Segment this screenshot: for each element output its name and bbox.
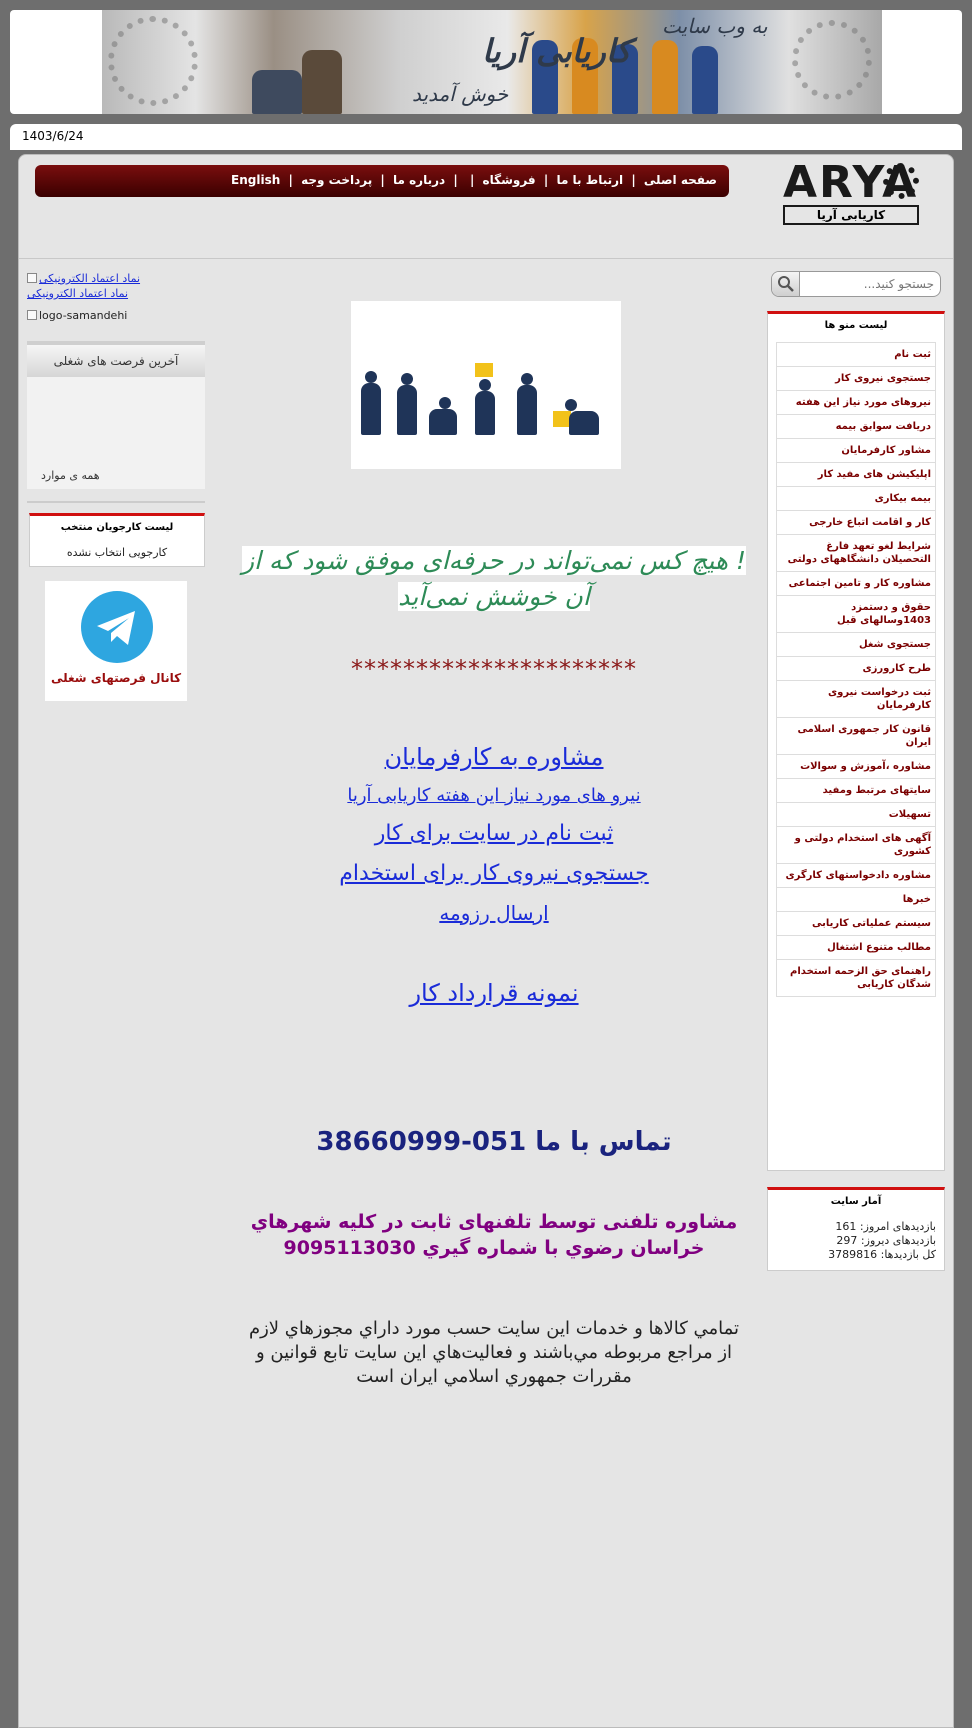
menu-item-search-workforce[interactable]: جستجوی نیروی کار xyxy=(776,366,936,390)
arya-logo[interactable] xyxy=(781,157,921,229)
motivational-quote: ! هیچ کس نمی‌تواند در حرفه‌ای موفق شود که از آن خوشش نمی‌آید xyxy=(241,546,747,611)
menu-item-operating-system[interactable]: سیستم عملیاتی کاریابی xyxy=(776,911,936,935)
menu-item-wages[interactable]: حقوق و دستمزد 1403وسالهای قبل xyxy=(776,595,936,632)
picked-jobseekers-empty: کارجویی انتخاب نشده xyxy=(66,546,168,559)
menu-item-job-search[interactable]: جستجوی شغل xyxy=(776,632,936,656)
stats-yesterday: بازدیدهای دیروز: 297 xyxy=(836,1234,936,1247)
page-container xyxy=(18,154,954,1728)
menu-item-work-apps[interactable]: اپلیکیشن های مفید کار xyxy=(776,462,936,486)
link-register-for-work[interactable]: ثبت نام در سایت برای کار xyxy=(374,821,614,846)
banner-title: کاریابی آریا xyxy=(482,32,631,70)
menu-item-fee-guide[interactable]: راهنمای حق الزحمه استخدام شدگان کاریابی xyxy=(776,959,936,997)
workers-illustration xyxy=(351,301,621,469)
search-input[interactable] xyxy=(808,275,934,293)
site-banner xyxy=(10,10,962,114)
gear-icon xyxy=(883,163,919,199)
link-employer-consulting[interactable]: مشاوره به کارفرمایان xyxy=(384,743,604,771)
menu-item-facilities[interactable]: تسهیلات xyxy=(776,802,936,826)
menu-item-register[interactable]: ثبت نام xyxy=(776,342,936,366)
search-button[interactable] xyxy=(772,272,800,296)
all-jobs-link[interactable]: همه ی موارد xyxy=(41,469,100,482)
stats-today: بازدیدهای امروز: 161 xyxy=(835,1220,936,1233)
link-search-workforce[interactable]: جستجوی نیروی کار برای استخدام xyxy=(339,861,649,886)
link-sample-contract[interactable]: نمونه قرارداد کار xyxy=(409,979,579,1007)
menu-item-employer-advisor[interactable]: مشاور کارفرمایان xyxy=(776,438,936,462)
samandehi-logo[interactable]: logo-samandehi xyxy=(27,309,127,322)
contact-phone: تماس با ما 051-38660999 xyxy=(316,1127,672,1157)
stats-title: آمار سایت xyxy=(830,1196,882,1207)
search-box xyxy=(771,271,941,297)
nav-home[interactable]: صفحه اصلی xyxy=(643,173,717,187)
stats-total: کل بازدیدها: 3789816 xyxy=(828,1248,936,1261)
telegram-label: کانال فرصتهای شغلی xyxy=(50,671,182,685)
banner-subtitle-bottom: خوش آمدید xyxy=(412,82,509,106)
banner-image xyxy=(102,10,882,114)
search-icon xyxy=(777,275,795,293)
menu-item-unemployment-insurance[interactable]: بیمه بیکاری xyxy=(776,486,936,510)
menu-item-internship[interactable]: طرح کارورزی xyxy=(776,656,936,680)
date-bar xyxy=(10,124,962,150)
menu-list xyxy=(776,342,936,997)
stars-divider: ********************** xyxy=(351,655,637,683)
menu-item-employment-articles[interactable]: مطالب متنوع اشتغال xyxy=(776,935,936,959)
nav-english[interactable]: English xyxy=(231,173,281,187)
logo-subtitle: کاریابی آریا xyxy=(783,205,919,225)
menu-item-graduate-commitment[interactable]: شرایط لغو تعهد فارغ التحصیلان دانشگاههای دولتی xyxy=(776,534,936,571)
header xyxy=(19,155,953,259)
link-weekly-needed-workforce[interactable]: نیرو های مورد نیاز این هفته کاریابی آریا xyxy=(347,785,641,806)
nav-about[interactable]: درباره ما xyxy=(392,173,446,187)
menu-item-foreign-nationals[interactable]: کار و اقامت اتباع خارجی xyxy=(776,510,936,534)
nav-payment[interactable]: پرداخت وجه xyxy=(301,173,373,187)
picked-jobseekers-box xyxy=(29,513,205,567)
latest-jobs-title: آخرین فرصت های شغلی xyxy=(27,345,205,377)
menu-item-insurance-records[interactable]: دریافت سوابق بیمه xyxy=(776,414,936,438)
legal-notice: تمامي كالاها و خدمات اين سايت حسب مورد داراي مجوزهاي لازم از مراجع مربوطه مي‌باشند و فعاليت‌هاي اين سايت تابع قوانين و مقررات جمهوري اسلامي ايران است xyxy=(248,1318,740,1387)
menu-item-education-faq[interactable]: مشاوره ،آموزش و سوالات xyxy=(776,754,936,778)
menu-item-labor-social-security[interactable]: مشاوره کار و تامین اجتماعی xyxy=(776,571,936,595)
logo-brand: ARYA xyxy=(783,157,919,208)
menu-item-labor-petitions[interactable]: مشاوره دادخواستهای کارگری xyxy=(776,863,936,887)
main-navbar: صفحه اصلی | ارتباط با ما | فروشگاه | | درباره ما | پرداخت وجه | English xyxy=(35,165,729,197)
menu-item-news[interactable]: خبرها xyxy=(776,887,936,911)
divider xyxy=(27,501,205,503)
menu-item-government-jobs[interactable]: آگهی های استخدام دولتی و کشوری xyxy=(776,826,936,863)
menu-item-employer-request[interactable]: ثبت درخواست نیروی کارفرمایان xyxy=(776,680,936,717)
nav-shop[interactable]: فروشگاه xyxy=(482,173,536,187)
enamad-trust-badge[interactable]: نماد اعتماد الکترونیکی نماد اعتماد الکترونیکی xyxy=(27,272,141,300)
link-send-resume[interactable]: ارسال رزومه xyxy=(439,901,549,925)
site-stats xyxy=(767,1187,945,1271)
telegram-icon xyxy=(81,591,153,663)
picked-jobseekers-title: لیست کارجویان منتخب xyxy=(60,522,174,533)
phone-consulting-notice: مشاوره تلفنی توسط تلفنهای ثابت در کلیه شهرهاي خراسان رضوي با شماره گيري 9095113030 xyxy=(250,1211,738,1259)
menu-title: لیست منو ها xyxy=(824,320,888,331)
menu-list-box xyxy=(767,311,945,1171)
menu-item-labor-law[interactable]: قانون کار جمهوری اسلامی ایران xyxy=(776,717,936,754)
latest-jobs-box xyxy=(27,341,205,489)
current-date: 1403/6/24 xyxy=(22,129,84,143)
telegram-channel-banner[interactable] xyxy=(45,581,187,701)
menu-item-related-sites[interactable]: سایتهای مرتبط ومفید xyxy=(776,778,936,802)
nav-contact[interactable]: ارتباط با ما xyxy=(556,173,624,187)
banner-subtitle-top: به وب سایت xyxy=(662,14,768,38)
menu-item-weekly-needs[interactable]: نیروهای مورد نیاز این هفته xyxy=(776,390,936,414)
